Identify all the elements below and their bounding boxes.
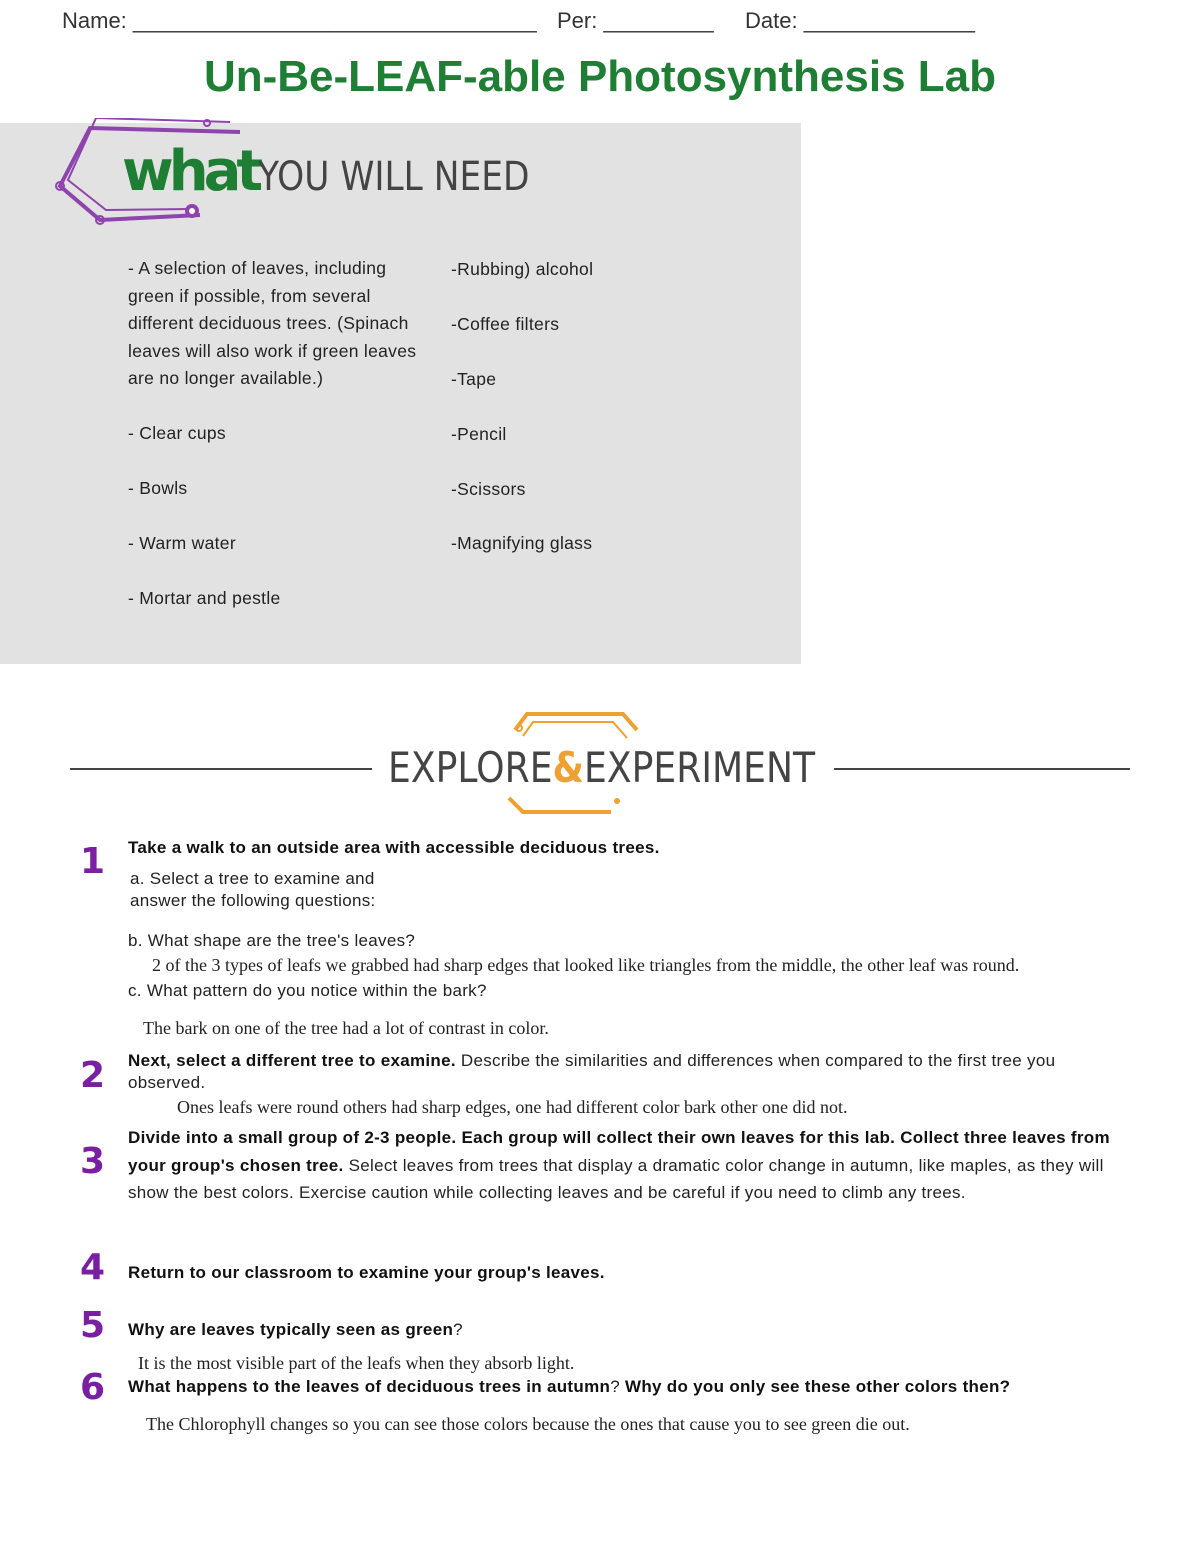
name-field[interactable]: Name: _________________________________	[62, 8, 537, 33]
material-item-water: - Warm water	[128, 533, 236, 553]
material-item-leaves: - A selection of leaves, including green if possible, from several different deciduous trees. (Spinach leaves will also work if green leaves are no longer available.)	[128, 258, 417, 388]
material-item-bowls: - Bowls	[128, 478, 188, 498]
step-1c-question: c. What pattern do you notice within the bark?	[128, 981, 487, 1000]
ampersand: &	[552, 743, 585, 792]
step-1b-question: b. What shape are the tree's leaves?	[128, 931, 416, 950]
step-3-instruction: Divide into a small group of 2-3 people. Each group will collect their own leaves for this lab. Collect three leaves from your group's chosen tree. Select leaves from trees that display a dramatic color change in autumn, like maples, as they will show the best colors. Exercise caution while collecting leaves and be careful if you need to climb any trees.	[128, 1128, 1110, 1202]
step-number-5: 5	[80, 1305, 106, 1346]
period-field[interactable]: Per: _________	[557, 8, 714, 33]
step-1c-answer[interactable]: The bark on one of the tree had a lot of contrast in color.	[143, 1018, 549, 1038]
step-1a-text: a. Select a tree to examine and answer the following questions:	[130, 869, 376, 910]
step-1b-answer[interactable]: 2 of the 3 types of leafs we grabbed had sharp edges that looked like triangles from the middle, the other leaf was round.	[152, 955, 1020, 975]
material-item-scissors: -Scissors	[451, 479, 526, 499]
step-2-instruction: Next, select a different tree to examine. Describe the similarities and differences when compared to the first tree you observed.	[128, 1051, 1056, 1092]
step-5-answer[interactable]: It is the most visible part of the leafs when they absorb light.	[138, 1353, 575, 1373]
explore-divider-left	[70, 768, 372, 770]
material-item-cups: - Clear cups	[128, 423, 226, 443]
material-item-alcohol: -Rubbing) alcohol	[451, 259, 594, 279]
step-number-3: 3	[80, 1141, 106, 1182]
step-6-answer[interactable]: The Chlorophyll changes so you can see those colors because the ones that cause you to see green die out.	[146, 1414, 910, 1434]
explore-experiment-heading: EXPLORE&EXPERIMENT	[388, 743, 816, 792]
material-item-pencil: -Pencil	[451, 424, 507, 444]
step-number-1: 1	[80, 841, 106, 882]
material-item-tape: -Tape	[451, 369, 497, 389]
step-number-4: 4	[80, 1247, 106, 1288]
material-item-filters: -Coffee filters	[451, 314, 560, 334]
page-title: Un-Be-LEAF-able Photosynthesis Lab	[203, 52, 997, 101]
step-2-answer[interactable]: Ones leafs were round others had sharp edges, one had different color bark other one did not.	[177, 1097, 848, 1117]
what-heading: what	[122, 139, 259, 204]
step-1-instruction: Take a walk to an outside area with accessible deciduous trees.	[128, 838, 660, 857]
material-item-mortar: - Mortar and pestle	[128, 588, 281, 608]
material-item-magnifier: -Magnifying glass	[451, 533, 593, 553]
step-number-6: 6	[80, 1367, 106, 1408]
you-will-need-heading: YOU WILL NEED	[258, 154, 530, 200]
step-5-question: Why are leaves typically seen as green?	[128, 1320, 463, 1339]
step-number-2: 2	[80, 1055, 106, 1096]
step-4-instruction: Return to our classroom to examine your group's leaves.	[128, 1263, 605, 1282]
step-6-question: What happens to the leaves of deciduous trees in autumn? Why do you only see these other colors then?	[128, 1377, 1011, 1396]
date-field[interactable]: Date: ______________	[745, 8, 975, 33]
explore-divider-right	[834, 768, 1130, 770]
